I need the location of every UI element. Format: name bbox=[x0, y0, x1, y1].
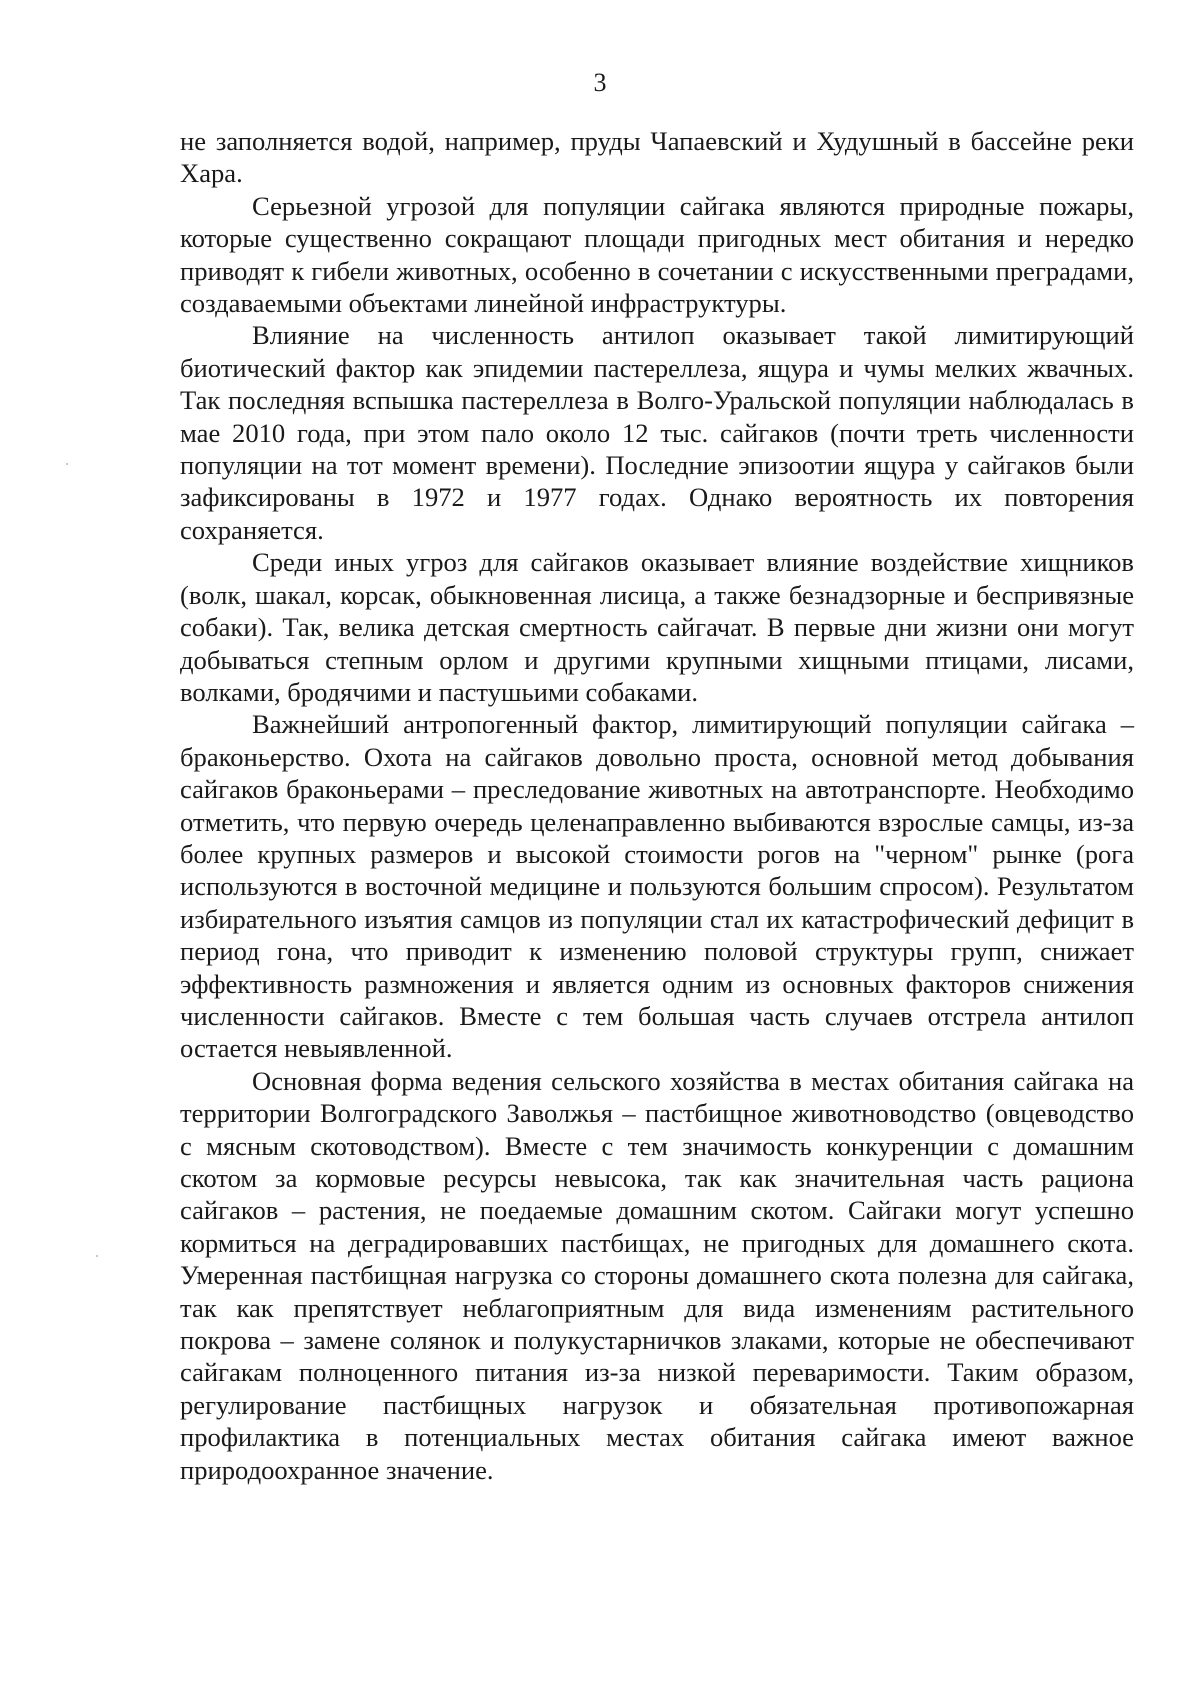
paragraph-predators: Среди иных угроз для сайгаков оказывает влияние воздействие хищников (волк, шакал, корсак, обыкновенная лисица, а также безнадзорные и беспривязные собаки). Так, велика детская смертность сайгачат. В первые дни жизни они могут добываться степным орлом и другими крупными хищными птицами, лисами, волками, бродячими и пастушьими собаками. bbox=[180, 547, 1134, 707]
scan-speck bbox=[66, 463, 68, 465]
paragraph-poaching: Важнейший антропогенный фактор, лимитирующий популяции сайгака – браконьерство. Охота на сайгаков довольно проста, основной метод добывания сайгаков браконьерами – преследование животных на автотранспорте. Необходимо отметить, что первую очередь целенаправленно выбиваются взрослые самцы, из-за более крупных размеров и высокой стоимости рогов на "черном" рынке (рога используются в восточной медицине и пользуются большим спросом). Результатом избирательного изъятия самцов из популяции стал их катастрофический дефицит в период гона, что приводит к изменению половой структуры групп, снижает эффективность размножения и является одним из основных факторов снижения численности сайгаков. Вместе с тем большая часть случаев отстрела антилоп остается невыявленной. bbox=[180, 709, 1134, 1064]
paragraph-agriculture: Основная форма ведения сельского хозяйства в местах обитания сайгака на территории Волгоградского Заволжья – пастбищное животноводство (овцеводство с мясным скотоводством). Вместе с тем значимость конкуренции с домашним скотом за кормовые ресурсы невысока, так как значительная часть рациона сайгаков – растения, не поедаемые домашним скотом. Сайгаки могут успешно кормиться на деградировавших пастбищах, не пригодных для домашнего скота. Умеренная пастбищная нагрузка со стороны домашнего скота полезна для сайгака, так как препятствует неблагоприятным для вида изменениям растительного покрова – замене солянок и полукустарничков злаками, которые не обеспечивают сайгакам полноценного питания из-за низкой переваримости. Таким образом, регулирование пастбищных нагрузок и обязательная противопожарная профилактика в потенциальных местах обитания сайгака имеют важное природоохранное значение. bbox=[180, 1065, 1134, 1485]
paragraph-continuation: не заполняется водой, например, пруды Чапаевский и Худушный в бассейне реки Хара. bbox=[180, 126, 1134, 189]
document-body bbox=[180, 125, 1134, 1486]
page-number: 3 bbox=[593, 68, 607, 97]
paragraph-epidemics: Влияние на численность антилоп оказывает такой лимитирующий биотический фактор как эпидемии пастереллеза, ящура и чумы мелких жвачных. Так последняя вспышка пастереллеза в Волго-Уральской популяции наблюдалась в мае 2010 года, при этом пало около 12 тыс. сайгаков (почти треть численности популяции на тот момент времени). Последние эпизоотии ящура у сайгаков были зафиксированы в 1972 и 1977 годах. Однако вероятность их повторения сохраняется. bbox=[180, 320, 1134, 545]
paragraph-fires: Серьезной угрозой для популяции сайгака являются природные пожары, которые существенно сокращают площади пригодных мест обитания и нередко приводят к гибели животных, особенно в сочетании с искусственными преградами, создаваемыми объектами линейной инфраструктуры. bbox=[180, 190, 1134, 319]
scan-speck bbox=[96, 1255, 98, 1257]
